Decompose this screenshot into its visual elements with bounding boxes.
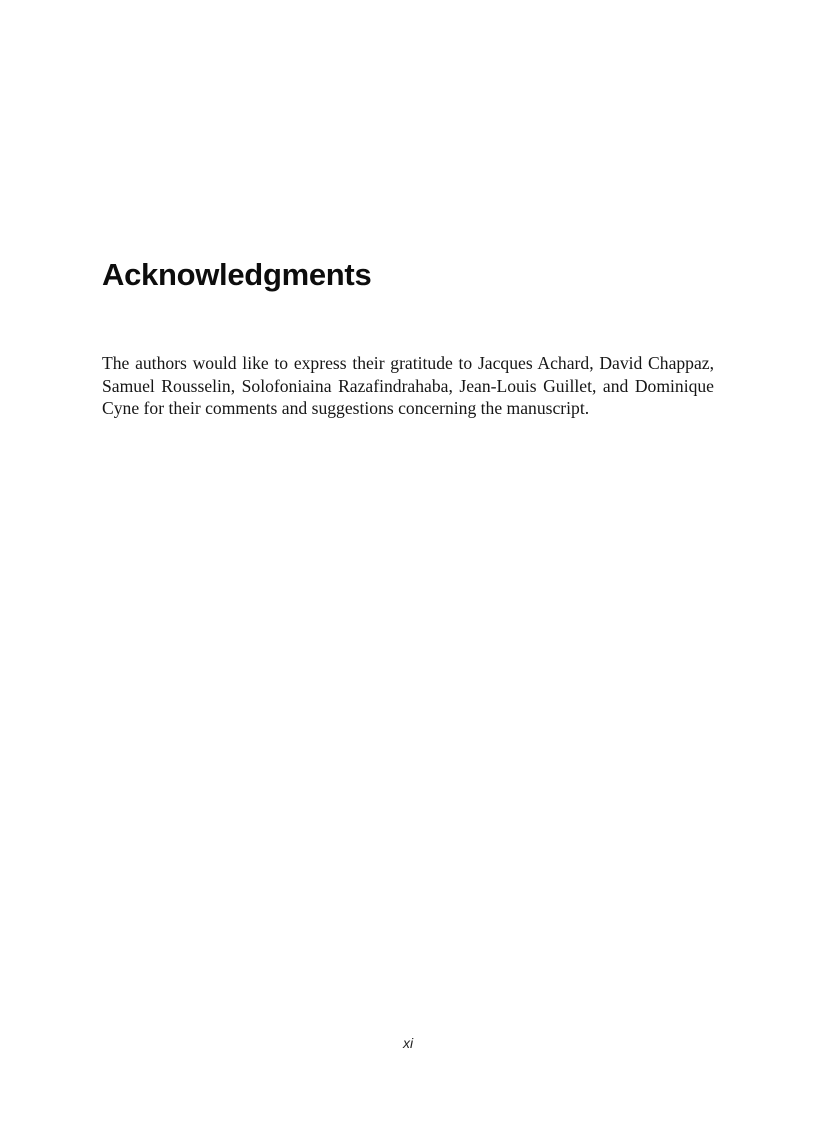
page-number: xi [402,1035,414,1051]
section-heading: Acknowledgments [102,257,372,292]
acknowledgments-paragraph: The authors would like to express their gratitude to Jacques Achard, David Chappaz, Samuel Rousselin, Solofoniaina Razafindrahaba, Jean-Louis Guillet, and Dominique Cyne for their comments and suggestions concerning the manuscript. [102,353,714,418]
